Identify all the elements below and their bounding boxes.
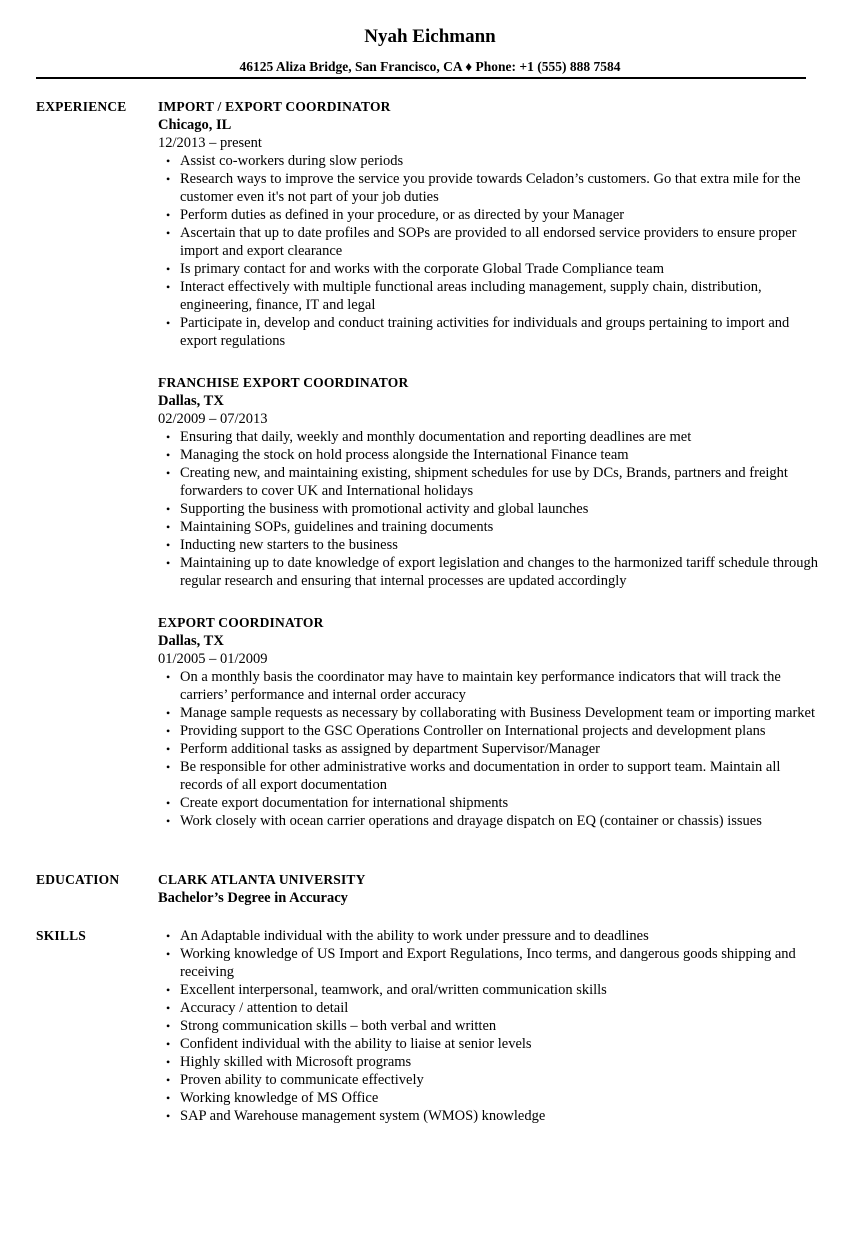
section-title-skills: SKILLS <box>36 928 86 943</box>
bullet-text: Maintaining SOPs, guidelines and training documents <box>180 519 494 535</box>
list-item <box>158 1017 818 1035</box>
bullet-icon: • <box>166 538 171 552</box>
bullet-icon: • <box>166 706 171 720</box>
list-item <box>158 314 818 350</box>
education-body <box>158 871 818 907</box>
bullet-text: Supporting the business with promotional activity and global launches <box>180 501 589 517</box>
bullet-icon: • <box>166 1109 171 1123</box>
list-item <box>158 1035 818 1053</box>
skill-text: Working knowledge of US Import and Export Regulations, Inco terms, and dangerous goods shipping and receiving <box>180 946 796 980</box>
job-location: Dallas, TX <box>158 633 224 649</box>
bullet-icon: • <box>166 1091 171 1105</box>
job-title: EXPORT COORDINATOR <box>158 615 324 630</box>
bullet-icon: • <box>166 1055 171 1069</box>
job-bullets <box>158 152 818 350</box>
list-item <box>158 758 818 794</box>
bullet-text: Perform additional tasks as assigned by department Supervisor/Manager <box>180 741 600 757</box>
list-item <box>158 446 818 464</box>
skill-text: Working knowledge of MS Office <box>180 1090 379 1106</box>
bullet-text: Research ways to improve the service you provide towards Celadon’s customers. Go that extra mile for the customer even it's not part of your job duties <box>180 171 801 205</box>
bullet-text: Perform duties as defined in your procedure, or as directed by your Manager <box>180 207 625 223</box>
list-item <box>158 536 818 554</box>
bullet-text: Work closely with ocean carrier operations and drayage dispatch on EQ (container or chassis) issues <box>180 813 762 829</box>
list-item <box>158 206 818 224</box>
skill-text: Strong communication skills – both verbal and written <box>180 1018 497 1034</box>
bullet-icon: • <box>166 172 171 186</box>
bullet-icon: • <box>166 796 171 810</box>
skill-text: An Adaptable individual with the ability to work under pressure and to deadlines <box>180 928 649 944</box>
list-item <box>158 1071 818 1089</box>
skill-text: Proven ability to communicate effectively <box>180 1072 424 1088</box>
list-item <box>158 170 818 206</box>
job-entry <box>158 98 818 350</box>
list-item <box>158 1053 818 1071</box>
bullet-text: Ascertain that up to date profiles and SOPs are provided to all endorsed service providers to ensure proper import and export clearance <box>180 225 797 259</box>
bullet-icon: • <box>166 226 171 240</box>
skill-text: Accuracy / attention to detail <box>180 1000 349 1016</box>
skill-text: Confident individual with the ability to liaise at senior levels <box>180 1036 532 1052</box>
list-item <box>158 224 818 260</box>
list-item <box>158 278 818 314</box>
bullet-text: Create export documentation for international shipments <box>180 795 509 811</box>
section-title-experience: EXPERIENCE <box>36 99 127 114</box>
list-item <box>158 464 818 500</box>
bullet-text: On a monthly basis the coordinator may have to maintain key performance indicators that will track the carriers’ performance and internal order accuracy <box>180 669 781 703</box>
school-name: CLARK ATLANTA UNIVERSITY <box>158 872 366 887</box>
list-item <box>158 999 818 1017</box>
bullet-icon: • <box>166 814 171 828</box>
bullet-icon: • <box>166 1001 171 1015</box>
skills-list <box>158 927 818 1125</box>
job-title: IMPORT / EXPORT COORDINATOR <box>158 99 391 114</box>
bullet-icon: • <box>166 760 171 774</box>
bullet-icon: • <box>166 742 171 756</box>
list-item <box>158 722 818 740</box>
bullet-text: Manage sample requests as necessary by collaborating with Business Development team or importing market <box>180 705 816 721</box>
list-item <box>158 927 818 945</box>
job-dates: 12/2013 – present <box>158 135 262 151</box>
job-entry <box>158 374 818 590</box>
experience-body <box>158 98 818 854</box>
list-item <box>158 1089 818 1107</box>
bullet-icon: • <box>166 502 171 516</box>
list-item <box>158 260 818 278</box>
list-item <box>158 945 818 981</box>
contact-line: 46125 Aliza Bridge, San Francisco, CA ♦ Phone: +1 (555) 888 7584 <box>239 59 621 74</box>
bullet-icon: • <box>166 316 171 330</box>
bullet-text: Be responsible for other administrative works and documentation in order to support team. Maintain all records of all export documentation <box>180 759 781 793</box>
job-location: Chicago, IL <box>158 117 232 133</box>
list-item <box>158 812 818 830</box>
bullet-icon: • <box>166 1037 171 1051</box>
list-item <box>158 1107 818 1125</box>
job-entry <box>158 614 818 830</box>
bullet-text: Is primary contact for and works with the corporate Global Trade Compliance team <box>180 261 665 277</box>
bullet-icon: • <box>166 556 171 570</box>
bullet-text: Inducting new starters to the business <box>180 537 398 553</box>
skill-text: Highly skilled with Microsoft programs <box>180 1054 412 1070</box>
bullet-icon: • <box>166 929 171 943</box>
bullet-text: Creating new, and maintaining existing, shipment schedules for use by DCs, Brands, partners and freight forwarders to cover UK and International holidays <box>180 465 788 499</box>
bullet-icon: • <box>166 208 171 222</box>
bullet-icon: • <box>166 520 171 534</box>
bullet-text: Assist co-workers during slow periods <box>180 153 404 169</box>
bullet-icon: • <box>166 154 171 168</box>
job-bullets <box>158 428 818 590</box>
list-item <box>158 704 818 722</box>
skills-body <box>158 927 818 1125</box>
section-title-education: EDUCATION <box>36 872 120 887</box>
job-location: Dallas, TX <box>158 393 224 409</box>
header-divider <box>36 77 806 79</box>
job-title: FRANCHISE EXPORT COORDINATOR <box>158 375 409 390</box>
list-item <box>158 518 818 536</box>
skill-text: SAP and Warehouse management system (WMOS) knowledge <box>180 1108 546 1124</box>
list-item <box>158 500 818 518</box>
bullet-icon: • <box>166 670 171 684</box>
bullet-icon: • <box>166 1073 171 1087</box>
job-dates: 02/2009 – 07/2013 <box>158 411 268 427</box>
bullet-icon: • <box>166 448 171 462</box>
list-item <box>158 554 818 590</box>
candidate-name: Nyah Eichmann <box>364 26 496 47</box>
resume-header <box>0 24 860 75</box>
bullet-text: Managing the stock on hold process alongside the International Finance team <box>180 447 629 463</box>
bullet-icon: • <box>166 947 171 961</box>
list-item <box>158 794 818 812</box>
bullet-text: Ensuring that daily, weekly and monthly documentation and reporting deadlines are met <box>180 429 692 445</box>
skill-text: Excellent interpersonal, teamwork, and oral/written communication skills <box>180 982 607 998</box>
list-item <box>158 740 818 758</box>
bullet-icon: • <box>166 1019 171 1033</box>
bullet-icon: • <box>166 983 171 997</box>
bullet-text: Providing support to the GSC Operations Controller on International projects and development plans <box>180 723 766 739</box>
list-item <box>158 152 818 170</box>
list-item <box>158 981 818 999</box>
bullet-icon: • <box>166 280 171 294</box>
bullet-icon: • <box>166 262 171 276</box>
job-bullets <box>158 668 818 830</box>
bullet-text: Participate in, develop and conduct training activities for individuals and groups pertaining to import and export regulations <box>180 315 790 349</box>
list-item <box>158 668 818 704</box>
bullet-text: Maintaining up to date knowledge of export legislation and changes to the harmonized tariff schedule through regular research and ensuring that internal processes are updated accordingly <box>180 555 818 589</box>
bullet-icon: • <box>166 724 171 738</box>
degree: Bachelor’s Degree in Accuracy <box>158 890 348 906</box>
list-item <box>158 428 818 446</box>
bullet-text: Interact effectively with multiple functional areas including management, supply chain, distribution, engineering, finance, IT and legal <box>180 279 762 313</box>
job-dates: 01/2005 – 01/2009 <box>158 651 268 667</box>
bullet-icon: • <box>166 466 171 480</box>
bullet-icon: • <box>166 430 171 444</box>
